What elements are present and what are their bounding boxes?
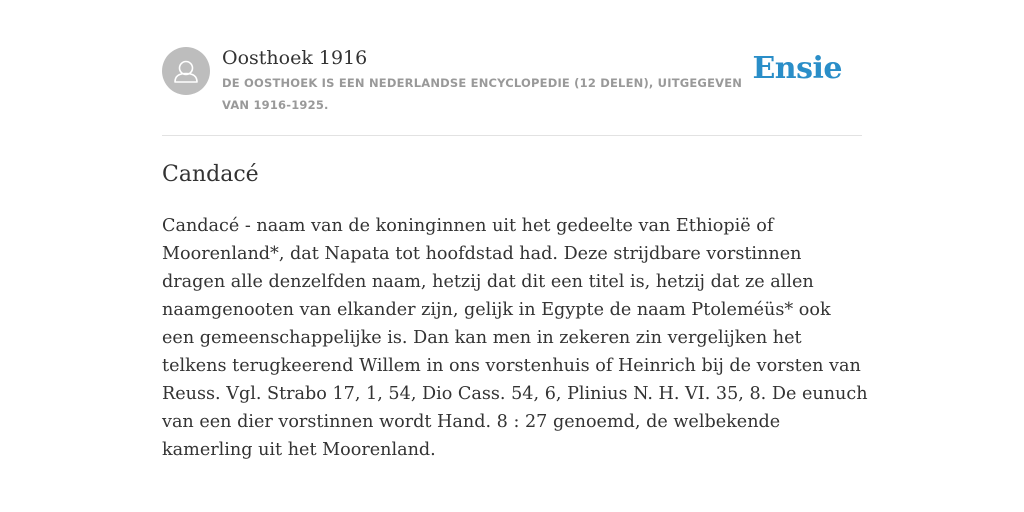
article-title: Candacé <box>162 162 259 187</box>
source-name[interactable]: Oosthoek 1916 <box>222 47 368 69</box>
user-icon <box>162 47 210 95</box>
article-body: Candacé - naam van de koninginnen uit het gedeelte van Ethiopië of Moorenland*, dat Napata tot hoofdstad had. Deze strijdbare vorstinnen dragen alle denzelfden naam, hetzij dat dit een titel is, hetzij dat ze allen naamgenooten van elkander zijn, gelijk in Egypte de naam Ptoleméüs* ook een gemeenschappelijke is. Dan kan men in zekeren zin vergelijken het telkens terugkeerend Willem in ons vorstenhuis of Heinrich bij de vorsten van Reuss. Vgl. Strabo 17, 1, 54, Dio Cass. 54, 6, Plinius N. H. VI. 35, 8. De eunuch van een dier vorstinnen wordt Hand. 8 : 27 genoemd, de welbekende kamerling uit het Moorenland. <box>162 216 868 460</box>
source-header <box>162 46 862 118</box>
ensie-logo[interactable]: Ensie <box>752 51 842 86</box>
source-avatar[interactable] <box>162 47 210 95</box>
header-divider <box>162 135 862 136</box>
source-description: DE OOSTHOEK IS EEN NEDERLANDSE ENCYCLOPEDIE (12 DELEN), UITGEGEVEN VAN 1916-1925. <box>222 76 743 112</box>
